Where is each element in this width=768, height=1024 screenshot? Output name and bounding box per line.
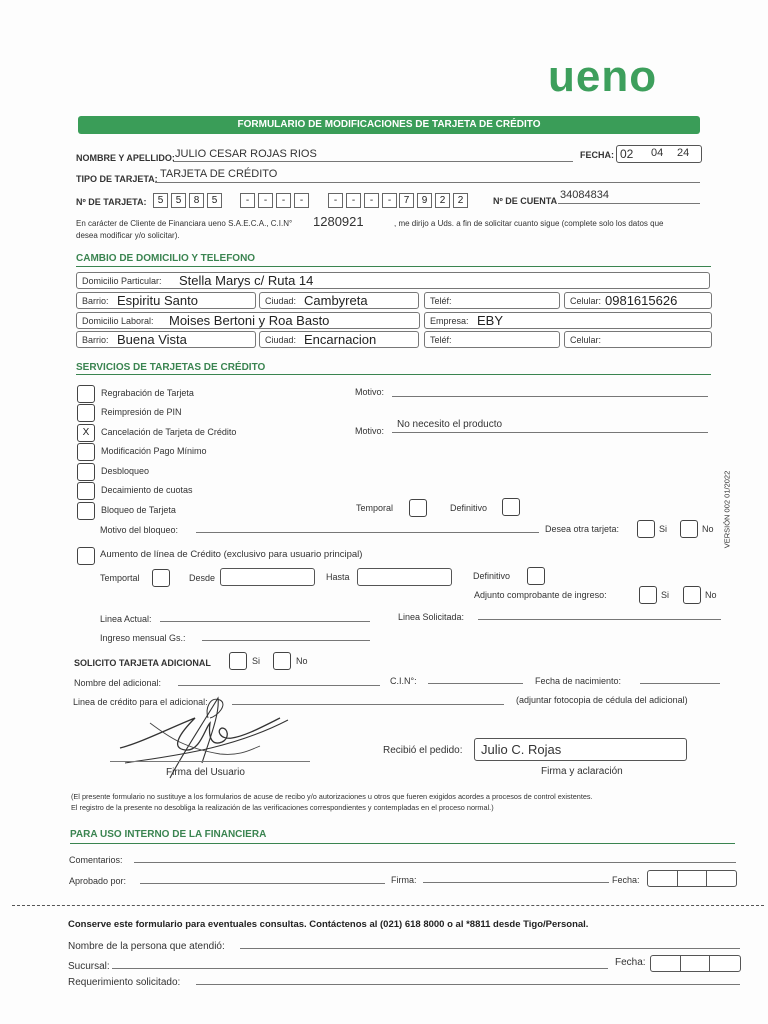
barrio2-field[interactable]: [76, 331, 256, 348]
adicional-no-checkbox[interactable]: [273, 652, 291, 670]
celular1-label: Celular:: [570, 296, 602, 306]
otra-tarjeta-si-label: Si: [659, 524, 668, 534]
desde-label: Desde: [189, 573, 216, 583]
intro-b: , me dirijo a Uds. a fin de solicitar cuanto sigue (complete solo los datos que: [394, 219, 664, 228]
barrio1-label: Barrio:: [82, 296, 109, 306]
nombre-adicional-label: Nombre del adicional:: [74, 678, 162, 688]
firma-aclaracion-label: Firma y aclaración: [541, 766, 623, 777]
comprobante-label: Adjunto comprobante de ingreso:: [474, 590, 607, 600]
fecha-day: 02: [620, 147, 634, 161]
firma-usuario-label: Firma del Usuario: [166, 767, 245, 778]
nombre-label: NOMBRE Y APELLIDO:: [76, 153, 175, 163]
domicilio-particular-field[interactable]: [76, 272, 710, 289]
desde-field[interactable]: [220, 568, 315, 586]
ciudad1-value: Cambyreta: [304, 293, 368, 308]
motivo2-label: Motivo:: [355, 426, 385, 436]
domicilio-laboral-field[interactable]: [76, 312, 420, 329]
barrio2-value: Buena Vista: [117, 332, 187, 347]
version-label: VERSIÓN 002 01/2022: [722, 470, 732, 549]
ciudad2-value: Encarnacion: [304, 332, 377, 347]
empresa-label: Empresa:: [430, 316, 469, 326]
card-digit[interactable]: 5: [207, 193, 222, 208]
atendio-label: Nombre de la persona que atendió:: [68, 941, 225, 952]
adicional-no-label: No: [296, 656, 308, 666]
empresa-field[interactable]: [424, 312, 712, 329]
linea-solicitada-label: Linea Solicitada:: [398, 612, 465, 622]
otra-tarjeta-no-label: No: [702, 524, 714, 534]
aumento-label: Aumento de línea de Crédito (exclusivo para usuario principal): [100, 549, 363, 560]
telef2-field[interactable]: [424, 331, 560, 348]
celular1-value: 0981615626: [605, 293, 678, 308]
tipo-value[interactable]: TARJETA DE CRÉDITO: [160, 168, 278, 180]
tipo-label: TIPO DE TARJETA:: [76, 174, 158, 184]
service-checkbox[interactable]: [77, 404, 95, 422]
recibio-field[interactable]: [474, 738, 687, 761]
cuenta-label: Nº DE CUENTA: [493, 196, 558, 206]
cut-line: [12, 905, 764, 906]
motivo2-value[interactable]: No necesito el producto: [397, 419, 503, 430]
domicilio-laboral-label: Domicilio Laboral:: [82, 316, 154, 326]
ueno-logo: ueno: [548, 52, 658, 101]
aumento-checkbox[interactable]: [77, 547, 95, 565]
service-label: Desbloqueo: [101, 466, 150, 476]
comentarios-label: Comentarios:: [69, 855, 123, 865]
ciudad1-label: Ciudad:: [265, 296, 297, 306]
card-digit[interactable]: -: [382, 193, 397, 208]
definitivo2-checkbox[interactable]: [527, 567, 545, 585]
definitivo-label: Definitivo: [450, 503, 488, 513]
card-digit[interactable]: 2: [435, 193, 450, 208]
temporal-checkbox[interactable]: [409, 499, 427, 517]
card-digit[interactable]: -: [258, 193, 273, 208]
card-digit[interactable]: -: [328, 193, 343, 208]
card-digit[interactable]: 7: [399, 193, 414, 208]
celular2-field[interactable]: [564, 331, 712, 348]
service-checkbox[interactable]: X: [77, 424, 95, 442]
empresa-value: EBY: [477, 313, 504, 328]
temporal-label: Temporal: [356, 503, 394, 513]
adicional-si-checkbox[interactable]: [229, 652, 247, 670]
card-digit[interactable]: 8: [189, 193, 204, 208]
intro-a: En carácter de Cliente de Financiara ueno S.A.E.C.A., C.I.N°: [76, 219, 293, 228]
domicilio-laboral-value: Moises Bertoni y Roa Basto: [169, 313, 330, 328]
service-checkbox[interactable]: [77, 443, 95, 461]
celular1-field[interactable]: [564, 292, 712, 309]
domicilio-particular-value: Stella Marys c/ Ruta 14: [179, 273, 314, 288]
fecha-label: FECHA:: [580, 150, 614, 160]
domicilio-title: CAMBIO DE DOMICILIO Y TELEFONO: [76, 253, 256, 264]
ci-value[interactable]: 1280921: [313, 214, 364, 229]
interno-firma-label: Firma:: [391, 875, 417, 885]
interno-fecha-box[interactable]: [647, 870, 737, 887]
otra-tarjeta-si-checkbox[interactable]: [637, 520, 655, 538]
cin-label: C.I.N°:: [390, 676, 417, 686]
ingreso-label: Ingreso mensual Gs.:: [100, 633, 186, 643]
recibio-label: Recibió el pedido:: [383, 745, 463, 756]
telef1-field[interactable]: [424, 292, 560, 309]
service-checkbox[interactable]: [77, 482, 95, 500]
telef2-label: Teléf:: [430, 335, 452, 345]
fecha-box[interactable]: [616, 145, 702, 163]
celular2-label: Celular:: [570, 335, 602, 345]
comprobante-si-checkbox[interactable]: [639, 586, 657, 604]
form-title-bar: [78, 116, 700, 134]
otra-tarjeta-label: Desea otra tarjeta:: [545, 524, 620, 534]
domicilio-particular-label: Domicilio Particular:: [82, 276, 162, 286]
barrio2-label: Barrio:: [82, 335, 109, 345]
hasta-label: Hasta: [326, 572, 350, 582]
fecha-month: 04: [651, 147, 664, 159]
motivo-bloqueo-label: Motivo del bloqueo:: [100, 525, 179, 535]
service-checkbox[interactable]: [77, 463, 95, 481]
comprobante-no-checkbox[interactable]: [683, 586, 701, 604]
service-label: Bloqueo de Tarjeta: [101, 505, 176, 515]
temportal-label: Temportal: [100, 573, 140, 583]
service-label: Decaimiento de cuotas: [101, 485, 193, 495]
service-label: Cancelación de Tarjeta de Crédito: [101, 427, 237, 437]
sucursal-label: Sucursal:: [68, 961, 110, 972]
telef1-label: Teléf:: [430, 296, 452, 306]
hasta-field[interactable]: [357, 568, 452, 586]
linea-actual-label: Linea Actual:: [100, 614, 152, 624]
tarjeta-label: Nº DE TARJETA:: [76, 197, 147, 207]
card-digit[interactable]: 9: [417, 193, 432, 208]
barrio1-value: Espiritu Santo: [117, 293, 198, 308]
servicios-title: SERVICIOS DE TARJETAS DE CRÉDITO: [76, 362, 266, 373]
ciudad1-field[interactable]: [259, 292, 419, 309]
conserve-text: Conserve este formulario para eventuales consultas. Contáctenos al (021) 618 8000 o al *8811 desde Tigo/Personal.: [68, 919, 589, 930]
nombre-value[interactable]: JULIO CESAR ROJAS RIOS: [175, 148, 317, 160]
form-title: FORMULARIO DE MODIFICACIONES DE TARJETA DE CRÉDITO: [237, 119, 541, 130]
adicional-si-label: Si: [252, 656, 261, 666]
motivo-label: Motivo:: [355, 387, 385, 397]
disclaimer-line1: (El presente formulario no sustituye a los formularios de acuse de recibo y/o autorizaciones u otros que fueren exigidos acordes a procesos de control existentes.: [71, 792, 593, 801]
card-digit[interactable]: -: [294, 193, 309, 208]
disclaimer-line2: El registro de la presente no desobliga la realización de las verificaciones correspondientes y contempladas en el proceso normal.): [71, 803, 494, 812]
temportal-checkbox[interactable]: [152, 569, 170, 587]
requerimiento-label: Requerimiento solicitado:: [68, 977, 181, 988]
service-label: Regrabación de Tarjeta: [101, 388, 194, 398]
fecha-year: 24: [677, 147, 690, 159]
card-digit[interactable]: 5: [171, 193, 186, 208]
footer-fecha-box[interactable]: [650, 955, 741, 972]
aprobado-label: Aprobado por:: [69, 876, 127, 886]
intro-c: desea modificar y/o solicitar).: [76, 231, 180, 240]
card-digit[interactable]: -: [364, 193, 379, 208]
ciudad2-field[interactable]: [259, 331, 419, 348]
adicional-label: SOLICITO TARJETA ADICIONAL: [74, 658, 211, 668]
comprobante-si-label: Si: [661, 590, 670, 600]
card-digit[interactable]: 5: [153, 193, 168, 208]
linea-adicional-label: Linea de crédito para el adicional:: [73, 697, 208, 707]
comprobante-no-label: No: [705, 590, 717, 600]
card-digit[interactable]: -: [346, 193, 361, 208]
card-digit[interactable]: -: [240, 193, 255, 208]
definitivo2-label: Definitivo: [473, 571, 511, 581]
ciudad2-label: Ciudad:: [265, 335, 297, 345]
service-label: Reimpresión de PIN: [101, 407, 182, 417]
footer-fecha-label: Fecha:: [615, 957, 646, 968]
definitivo-checkbox[interactable]: [502, 498, 520, 516]
fotocopia-label: (adjuntar fotocopia de cédula del adicional): [516, 695, 688, 705]
card-digit[interactable]: 2: [453, 193, 468, 208]
interno-title: PARA USO INTERNO DE LA FINANCIERA: [70, 829, 267, 840]
nacimiento-label: Fecha de nacimiento:: [535, 676, 622, 686]
card-digit[interactable]: -: [276, 193, 291, 208]
service-checkbox[interactable]: [77, 502, 95, 520]
barrio1-field[interactable]: [76, 292, 256, 309]
interno-fecha-label: Fecha:: [612, 875, 640, 885]
cuenta-value[interactable]: 34084834: [560, 189, 609, 201]
service-checkbox[interactable]: [77, 385, 95, 403]
service-label: Modificación Pago Mínimo: [101, 446, 207, 456]
otra-tarjeta-no-checkbox[interactable]: [680, 520, 698, 538]
recibio-value: Julio C. Rojas: [481, 742, 562, 757]
